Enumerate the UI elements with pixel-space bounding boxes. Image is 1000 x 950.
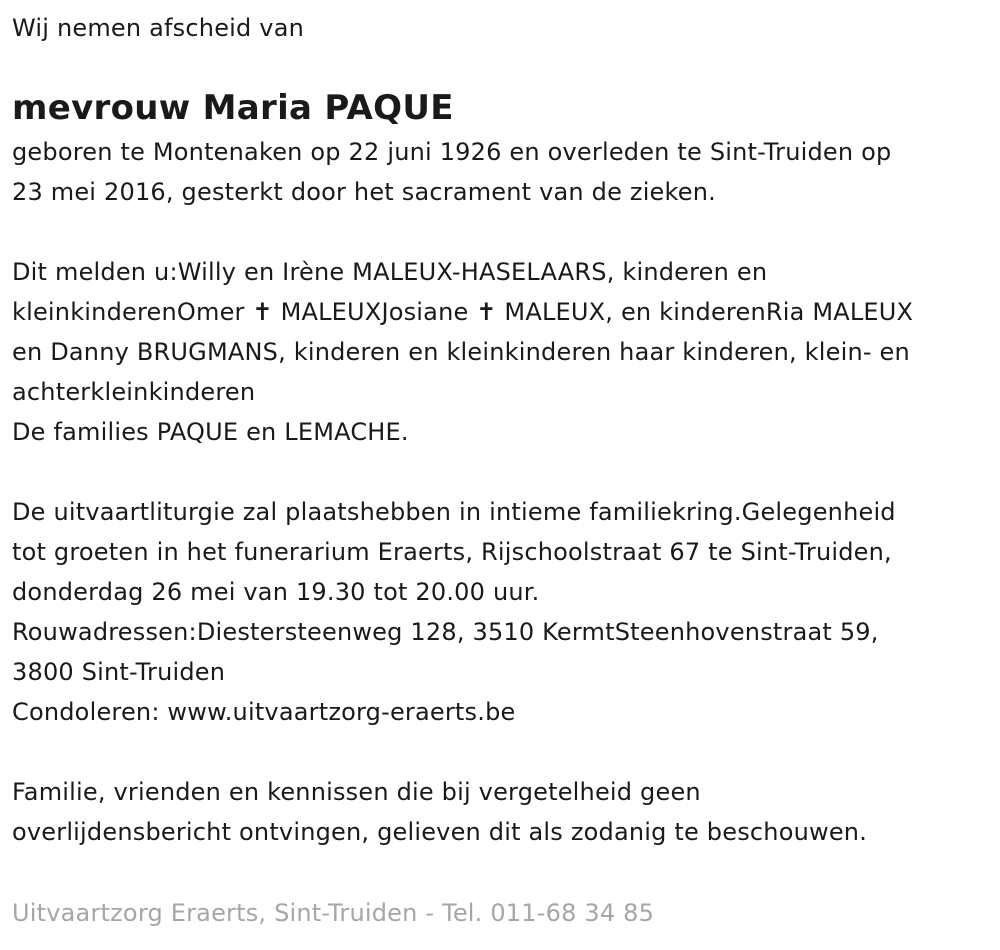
paragraph-line: tot groeten in het funerarium Eraerts, Rijschoolstraat 67 te Sint-Truiden, [12, 538, 892, 566]
ceremony-paragraph [12, 492, 988, 732]
deceased-name: mevrouw Maria PAQUE [12, 88, 454, 128]
paragraph-line: geboren te Montenaken op 22 juni 1926 en overleden te Sint-Truiden op [12, 138, 892, 166]
intro-text: Wij nemen afscheid van [12, 14, 305, 42]
closing-paragraph [12, 772, 988, 852]
funeral-home-footer: Uitvaartzorg Eraerts, Sint-Truiden - Tel. 011-68 34 85 [12, 899, 655, 927]
paragraph-line: overlijdensbericht ontvingen, gelieven dit als zodanig te beschouwen. [12, 818, 868, 846]
paragraph-line: Dit melden u:Willy en Irène MALEUX-HASELAARS, kinderen en [12, 258, 768, 286]
condolence-link-line: Condoleren: www.uitvaartzorg-eraerts.be [12, 698, 516, 726]
birth-death-paragraph [12, 132, 988, 212]
paragraph-line: De uitvaartliturgie zal plaatshebben in intieme familiekring.Gelegenheid [12, 498, 896, 526]
paragraph-line: en Danny BRUGMANS, kinderen en kleinkinderen haar kinderen, klein- en [12, 338, 910, 366]
paragraph-line: donderdag 26 mei van 19.30 tot 20.00 uur. [12, 578, 540, 606]
paragraph-line: De families PAQUE en LEMACHE. [12, 418, 409, 446]
paragraph-line: 3800 Sint-Truiden [12, 658, 226, 686]
paragraph-line: Familie, vrienden en kennissen die bij vergetelheid geen [12, 778, 701, 806]
spacer [12, 732, 988, 772]
paragraph-line: Rouwadressen:Diestersteenweg 128, 3510 KermtSteenhovenstraat 59, [12, 618, 879, 646]
paragraph-line: kleinkinderenOmer ✝ MALEUXJosiane ✝ MALEUX, en kinderenRia MALEUX [12, 298, 914, 326]
spacer [12, 212, 988, 252]
paragraph-line: achterkleinkinderen [12, 378, 256, 406]
paragraph-line: 23 mei 2016, gesterkt door het sacrament van de zieken. [12, 178, 716, 206]
family-paragraph [12, 252, 988, 452]
spacer [12, 452, 988, 492]
